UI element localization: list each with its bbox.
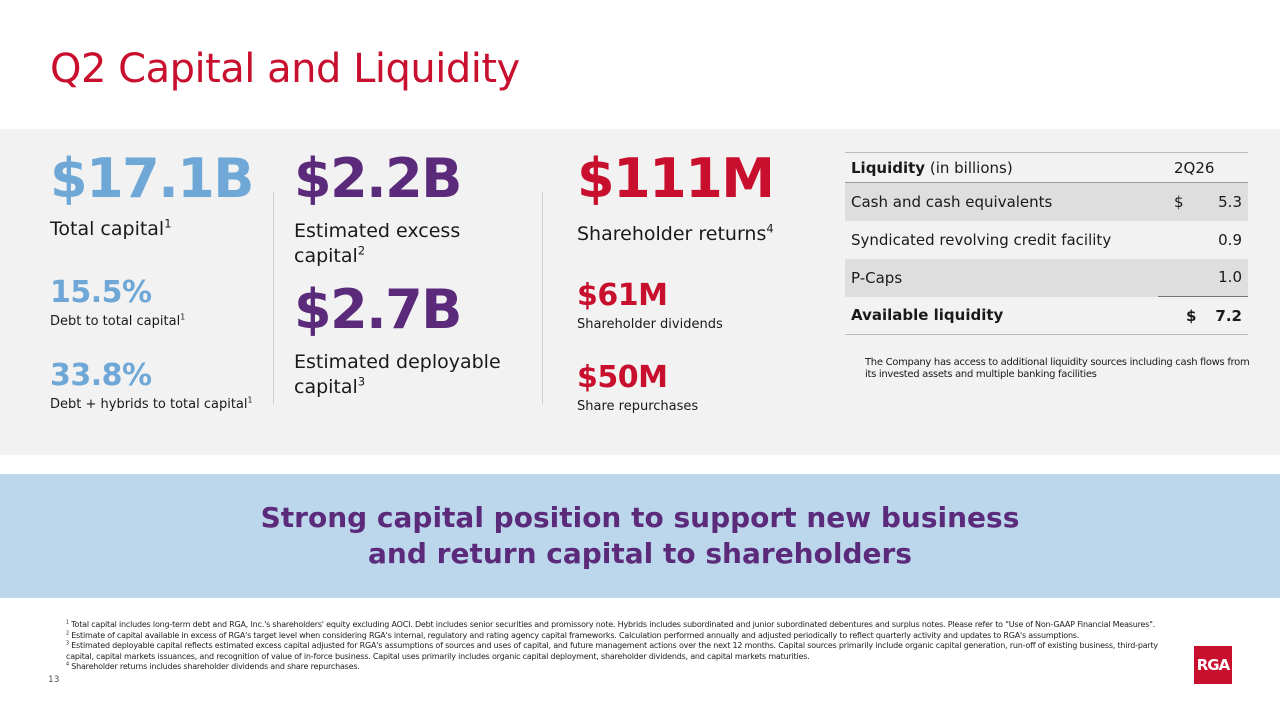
- liquidity-note: The Company has access to additional liquidity sources including cash flows from its invested assets and multiple banking facilities: [865, 357, 1250, 380]
- dividends-label: Shareholder dividends: [577, 317, 723, 332]
- shareholder-returns-column: [577, 147, 837, 414]
- footnote: $^1$ Total capital includes long-term debt and RGA, Inc.'s shareholders' equity excluding AOCI. Debt includes senior securities and promissory note. Hybrids includes subordinated and junior subordinated debentures and surplus notes. Please refer to "Use of Non-GAAP Financial Measures".: [66, 620, 1156, 629]
- deployable-capital-value: $2.7B: [294, 278, 461, 341]
- page-number: 13: [48, 675, 60, 685]
- footnote: $^3$ Estimated deployable capital reflects estimated excess capital adjusted for RGA's assumptions of sources and uses of capital, and future management actions over the next 12 months. Capital sources primarily include organic capital generation, run-off of existing business, third-party capital, capital markets issuances, and recognition of value of in-force business. Capital uses primarily includes organic capital deployment, shareholder dividends, and capital markets maturities.: [66, 641, 1158, 661]
- shareholder-returns-label: Shareholder returns$^4$: [577, 221, 774, 245]
- row-label: P-Caps: [845, 259, 1158, 297]
- row-value: 0.9: [1218, 230, 1242, 249]
- row-value: 1.0: [1158, 259, 1248, 297]
- footnote: $^4$ Shareholder returns includes shareholder dividends and share repurchases.: [66, 662, 360, 671]
- table-row: [845, 221, 1248, 259]
- liquidity-table: [845, 152, 1248, 335]
- key-message-banner: [0, 474, 1280, 598]
- excess-capital-column: [294, 147, 539, 400]
- deployable-capital-label: Estimated deployable capital$^3$: [294, 351, 501, 398]
- rga-logo: RGA: [1194, 646, 1232, 684]
- capital-column: [50, 147, 270, 412]
- column-divider: [542, 192, 543, 404]
- table-header-period: 2Q26: [1158, 153, 1248, 183]
- row-value: $ 5.3: [1158, 183, 1248, 221]
- table-header-label: Liquidity (in billions): [845, 153, 1158, 183]
- hybrid-ratio-label: Debt + hybrids to total capital$^1$: [50, 395, 253, 412]
- row-label: Cash and cash equivalents: [845, 183, 1158, 221]
- table-row: [845, 183, 1248, 221]
- debt-ratio-value: 15.5%: [50, 275, 152, 310]
- table-header-row: [845, 153, 1248, 183]
- total-capital-label: Total capital$^1$: [50, 216, 172, 240]
- table-total-row: [845, 297, 1248, 335]
- excess-capital-label: Estimated excess capital$^2$: [294, 220, 461, 267]
- dividends-value: $61M: [577, 278, 668, 313]
- table-row: [845, 259, 1248, 297]
- hybrid-ratio-value: 33.8%: [50, 358, 152, 393]
- shareholder-returns-value: $111M: [577, 147, 774, 210]
- repurchases-label: Share repurchases: [577, 399, 699, 414]
- banner-text: Strong capital position to support new business and return capital to shareholders: [260, 501, 1020, 570]
- column-divider: [273, 192, 274, 404]
- debt-ratio-label: Debt to total capital$^1$: [50, 312, 186, 329]
- total-value: $ 7.2: [1158, 297, 1248, 335]
- footnote: $^2$ Estimate of capital available in excess of RGA's target level when considering RGA's internal, regulatory and rating agency capital frameworks. Calculation performed annually and adjusted periodically to reflect quarterly activity and updates to RGA's assumptions.: [66, 630, 1080, 640]
- footnotes: [66, 620, 1166, 673]
- total-capital-value: $17.1B: [50, 147, 253, 210]
- total-label: Available liquidity: [845, 297, 1158, 335]
- page-title: Q2 Capital and Liquidity: [50, 46, 520, 92]
- repurchases-value: $50M: [577, 360, 668, 395]
- excess-capital-value: $2.2B: [294, 147, 461, 210]
- row-label: Syndicated revolving credit facility: [851, 230, 1112, 249]
